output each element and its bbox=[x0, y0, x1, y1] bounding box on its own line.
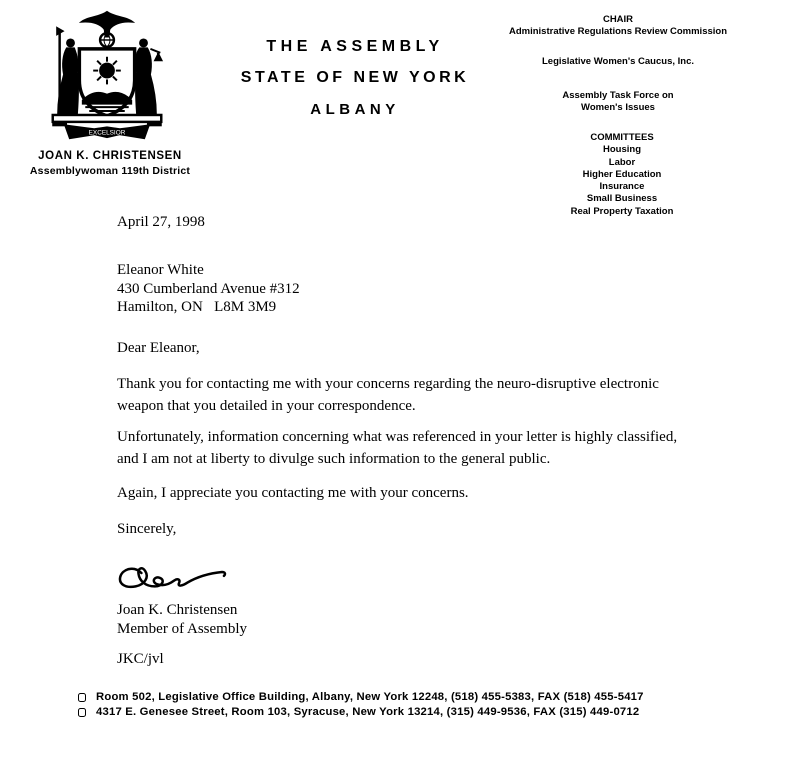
caucus: Legislative Women's Caucus, Inc. bbox=[541, 56, 695, 67]
office-address: Room 502, Legislative Office Building, Albany, New York 12248, (518) 455-5383, FAX (518) 455-5417 bbox=[96, 691, 644, 703]
body-paragraph: Again, I appreciate you contacting me with your concerns. bbox=[117, 485, 469, 501]
task-force-line1: Assembly Task Force on bbox=[562, 90, 674, 101]
signer-name: Joan K. Christensen bbox=[117, 602, 238, 618]
recipient-address bbox=[117, 261, 300, 317]
signer-title: Member of Assembly bbox=[117, 621, 247, 637]
letterhead-state: STATE OF NEW YORK bbox=[240, 69, 470, 86]
ny-state-coat-of-arms-icon bbox=[33, 8, 181, 144]
letterhead-city: ALBANY bbox=[310, 101, 400, 118]
body-paragraph: Thank you for contacting me with your concerns regarding the neuro-disruptive electronic weapon that you detailed in your correspondence. bbox=[117, 376, 659, 414]
closing: Sincerely, bbox=[117, 521, 177, 537]
letterhead-center bbox=[228, 38, 482, 118]
letter-date: April 27, 1998 bbox=[117, 214, 205, 230]
signer-block bbox=[117, 601, 247, 639]
reference-initials: JKC/jvl bbox=[117, 651, 164, 667]
footer-offices bbox=[62, 691, 762, 721]
recipient-street: 430 Cumberland Avenue #312 bbox=[117, 280, 300, 297]
recipient-name: Eleanor White bbox=[117, 262, 204, 278]
letterhead-right bbox=[452, 14, 784, 114]
office-row bbox=[62, 691, 762, 703]
task-force-line2: Women's Issues bbox=[581, 102, 655, 113]
salutation: Dear Eleanor, bbox=[117, 340, 200, 356]
official-name: JOAN K. CHRISTENSEN bbox=[38, 150, 182, 162]
office-address: 4317 E. Genesee Street, Room 103, Syracuse, New York 13214, (315) 449-9536, FAX (315) 449-0712 bbox=[96, 706, 640, 718]
committees-block bbox=[492, 132, 752, 218]
official-title: Assemblywoman 119th District bbox=[29, 165, 191, 177]
chair-commission: Administrative Regulations Review Commission bbox=[508, 26, 728, 37]
seal-motto: EXCELSIOR bbox=[88, 129, 126, 137]
committee-item: Insurance bbox=[599, 181, 645, 193]
committee-item: Small Business bbox=[586, 193, 658, 205]
committee-item: Housing bbox=[603, 144, 641, 156]
office-checkbox-icon bbox=[78, 708, 86, 717]
committee-item: Labor bbox=[608, 156, 636, 168]
letterhead-assembly: THE ASSEMBLY bbox=[266, 38, 444, 55]
signature-icon bbox=[110, 548, 240, 596]
committees-label: COMMITTEES bbox=[590, 132, 654, 143]
official-block bbox=[8, 150, 212, 177]
office-checkbox-icon bbox=[78, 693, 86, 702]
office-row bbox=[62, 706, 762, 718]
committee-item: Higher Education bbox=[582, 168, 662, 180]
committee-item: Real Property Taxation bbox=[570, 205, 674, 217]
chair-label: CHAIR bbox=[602, 14, 634, 25]
body-paragraph: Unfortunately, information concerning what was referenced in your letter is highly classified, and I am not at liberty to divulge such information to the general public. bbox=[117, 429, 678, 467]
recipient-city: Hamilton, ON L8M 3M9 bbox=[117, 299, 277, 315]
